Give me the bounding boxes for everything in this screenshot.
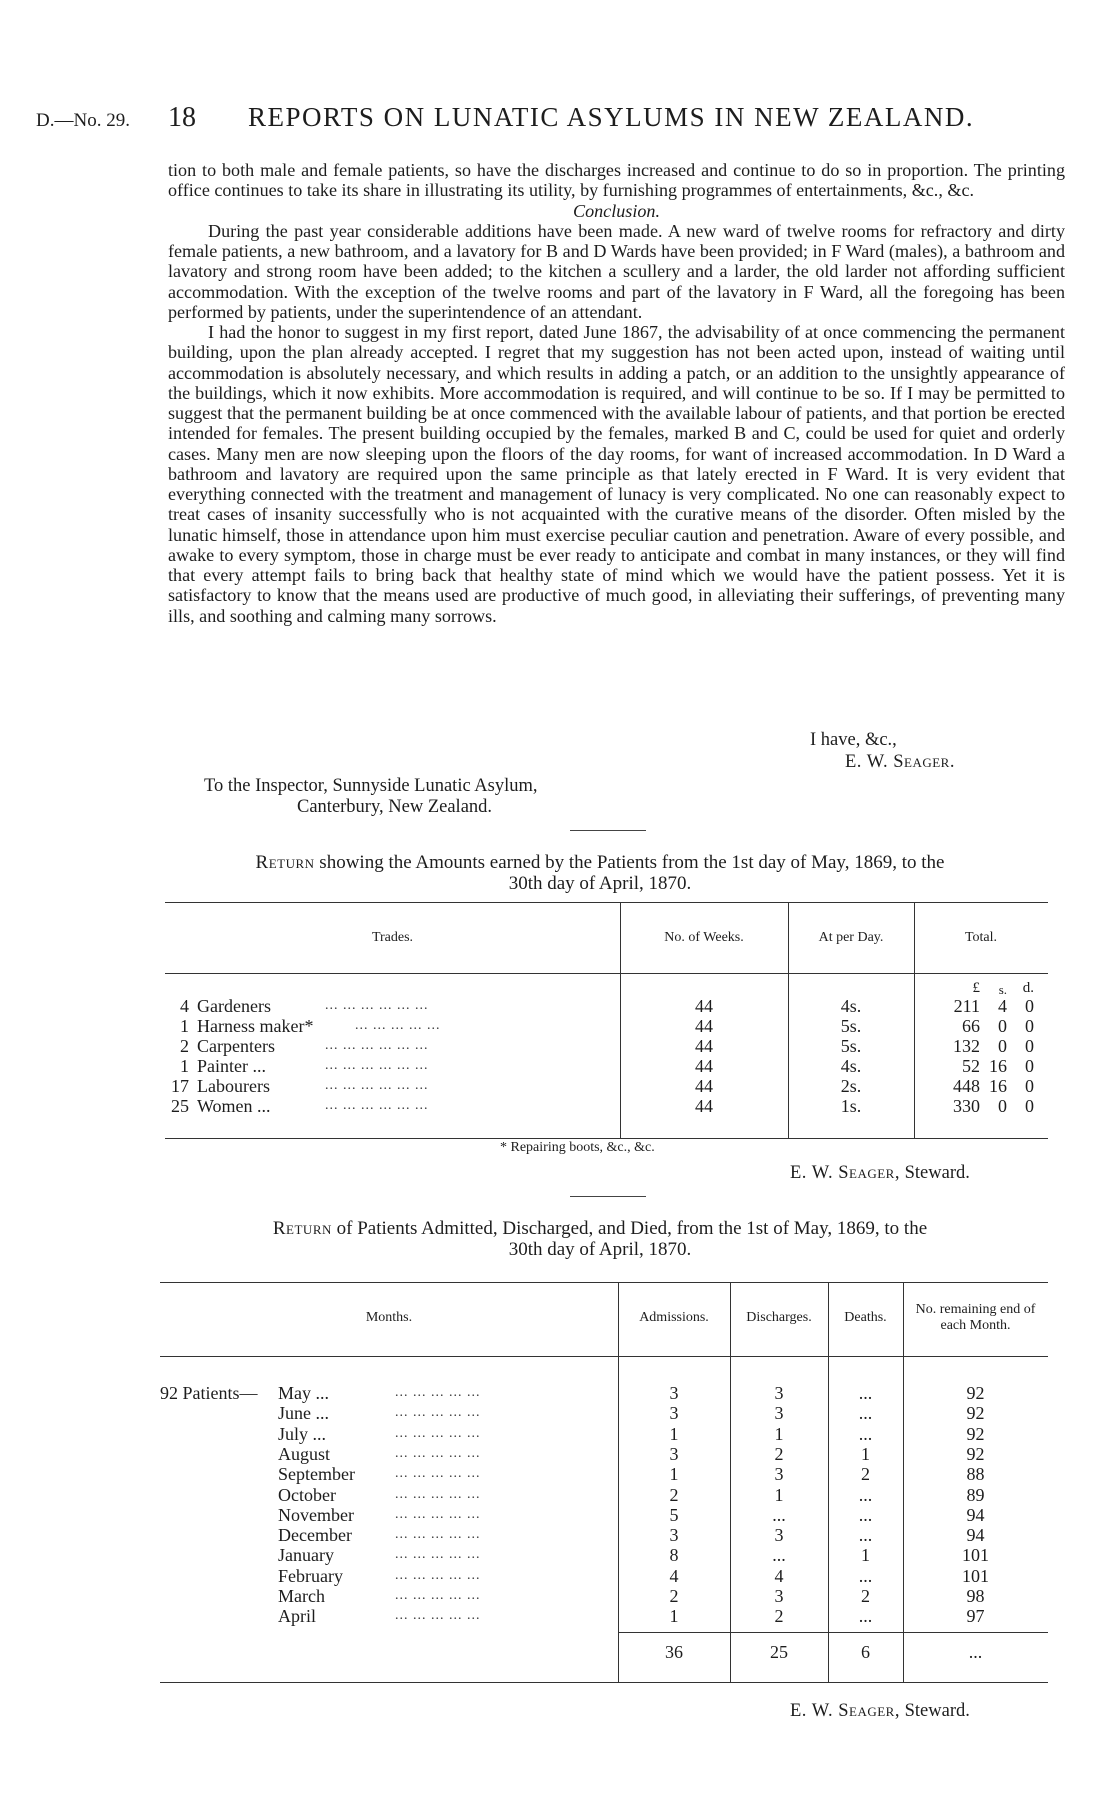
section-divider [570, 830, 646, 831]
row-pounds: 66 [962, 1016, 980, 1036]
dot-leader: ... ... ... ... ... [395, 1446, 481, 1461]
row-month: November [278, 1505, 354, 1525]
row-pence: 0 [1025, 1076, 1034, 1096]
document-reference: D.—No. 29. [36, 110, 130, 131]
row-remaining: 101 [962, 1566, 989, 1586]
header-admissions: Admissions. [639, 1310, 709, 1325]
paragraph-suggestion: I had the honor to suggest in my first report, dated June 1867, the advisability of at once commencing the permanent building, upon the plan already accepted. I regret that my suggestion has not been acted upon, instead of waiting until accommodation is absolutely necessary, and which results in adding a patch, or an addition to the unsightly appearance of the buildings, which it now exhibits. More accommodation is required, and will continue to be so. If I may be permitted to suggest that the permanent building be at once commenced with the available labour of patients, and that portion be erected intended for females. The present building occupied by the females, marked B and C, could be used for quiet and orderly cases. Many men are now sleeping upon the floors of the day rooms, for want of increased accommodation. In D Ward a bathroom and lavatory are required upon the same principle as that lately erected in F Ward. It is very evident that everything connected with the treatment and management of lunacy is very complicated. No one can reasonably expect to treat cases of insanity successfully who is not acquainted with the curative means of the disorder. Often misled by the lunatic himself, those in attendance upon him must exercise peculiar caution and penetration. Aware of every possible, and awake to every symptom, those in charge must be ever ready to anticipate and combat in many instances, or they will find that every attempt fails to bring back that healthy state of mind which we would have the patient possess. Yet it is satisfactory to know that the means used are productive of much good, in alleviating their sufferings, of preventing many ills, and soothing and calming many sorrows. [168, 322, 1065, 626]
dot-leader: ... ... ... ... ... [395, 1568, 481, 1583]
row-pence: 0 [1025, 1016, 1034, 1036]
dot-leader: ... ... ... ... ... ... [325, 1098, 429, 1113]
row-discharges: 3 [774, 1464, 784, 1484]
row-admissions: 1 [669, 1464, 679, 1484]
total-remaining: ... [968, 1642, 983, 1662]
report-body [168, 160, 1065, 626]
dot-leader: ... ... ... ... ... ... [325, 998, 429, 1013]
row-weeks: 44 [695, 1096, 713, 1116]
row-remaining: 94 [966, 1525, 985, 1545]
table2-signature [790, 1701, 970, 1722]
row-month: June ... [278, 1403, 329, 1423]
header-trades: Trades. [371, 930, 414, 945]
row-weeks: 44 [695, 996, 713, 1016]
table-rule [618, 1632, 1048, 1633]
section-heading: Conclusion. [573, 200, 660, 221]
row-remaining: 92 [966, 1444, 985, 1464]
row-month: April [278, 1606, 316, 1626]
dot-leader: ... ... ... ... ... ... [325, 1078, 429, 1093]
row-count: 2 [180, 1036, 189, 1056]
row-discharges: 3 [774, 1525, 784, 1545]
row-deaths: ... [858, 1505, 873, 1525]
row-discharges: 1 [774, 1485, 784, 1505]
row-remaining: 97 [966, 1606, 985, 1626]
dot-leader: ... ... ... ... ... [395, 1466, 481, 1481]
total-discharges: 25 [770, 1642, 788, 1662]
dot-leader: ... ... ... ... ... [395, 1385, 481, 1400]
table1-caption-lead: Return [255, 852, 315, 873]
row-pence: 0 [1025, 996, 1034, 1016]
row-admissions: 1 [669, 1606, 679, 1626]
table2-caption-text: of Patients Admitted, Discharged, and Died, from the 1st of May, 1869, to the [336, 1218, 928, 1239]
row-remaining: 92 [966, 1424, 985, 1444]
signature-name: E. W. Seager, [790, 1701, 900, 1721]
row-month: January [278, 1545, 334, 1565]
row-month: December [278, 1525, 352, 1545]
row-month: July ... [278, 1424, 327, 1444]
dot-leader: ... ... ... ... ... [395, 1405, 481, 1420]
row-weeks: 44 [695, 1036, 713, 1056]
row-rate: 4s. [840, 996, 862, 1016]
header-months: Months. [365, 1310, 413, 1325]
row-pounds: 448 [953, 1076, 980, 1096]
row-deaths: 2 [861, 1586, 870, 1606]
row-discharges: 4 [774, 1566, 784, 1586]
row-shillings: 16 [989, 1056, 1007, 1076]
row-deaths: 2 [861, 1464, 870, 1484]
row-discharges: 3 [774, 1403, 784, 1423]
dot-leader: ... ... ... ... ... ... [325, 1038, 429, 1053]
row-pence: 0 [1025, 1096, 1034, 1116]
row-discharges: 2 [774, 1606, 784, 1626]
signature-role: Steward. [904, 1163, 970, 1183]
row-admissions: 3 [669, 1383, 679, 1403]
money-head-pounds: £ [972, 980, 980, 996]
dot-leader: ... ... ... ... ... [395, 1527, 481, 1542]
row-pence: 0 [1025, 1056, 1034, 1076]
row-deaths: ... [858, 1485, 873, 1505]
row-remaining: 92 [966, 1403, 985, 1423]
table-rule [160, 1282, 1048, 1283]
row-count: 1 [180, 1056, 189, 1076]
row-pounds: 330 [953, 1096, 980, 1116]
table2-caption-lead: Return [272, 1218, 332, 1239]
table1-signature [790, 1163, 970, 1184]
admissions-table [160, 1282, 1048, 1702]
row-rate: 4s. [840, 1056, 862, 1076]
header-total: Total. [964, 930, 998, 945]
row-trade: Harness maker* [197, 1016, 314, 1036]
row-pounds: 132 [953, 1036, 980, 1056]
row-admissions: 2 [669, 1586, 679, 1606]
row-rate: 1s. [840, 1096, 862, 1116]
row-admissions: 1 [669, 1424, 679, 1444]
row-month: October [278, 1485, 336, 1505]
table-rule [165, 1138, 1048, 1139]
table-rule [160, 1356, 1048, 1357]
total-admissions: 36 [665, 1642, 683, 1662]
row-weeks: 44 [695, 1076, 713, 1096]
row-discharges: 3 [774, 1383, 784, 1403]
row-count: 17 [171, 1076, 189, 1096]
row-remaining: 98 [966, 1586, 985, 1606]
row-remaining: 101 [962, 1545, 989, 1565]
row-remaining: 89 [966, 1485, 985, 1505]
row-remaining: 94 [966, 1505, 985, 1525]
row-deaths: ... [858, 1424, 873, 1444]
row-shillings: 0 [998, 1096, 1007, 1116]
table-rule [165, 973, 1048, 974]
row-deaths: ... [858, 1525, 873, 1545]
row-discharges: 1 [774, 1424, 784, 1444]
row-month: May ... [278, 1383, 329, 1403]
header-deaths: Deaths. [844, 1310, 887, 1325]
addressee-line-1: To the Inspector, Sunnyside Lunatic Asylum, [204, 776, 538, 796]
row-admissions: 3 [669, 1525, 679, 1545]
row-deaths: ... [858, 1383, 873, 1403]
paragraph-continuation: tion to both male and female patients, so have the discharges increased and continue to do so in proportion. The printing office continues to take its share in illustrating its utility, by furnishing programmes of entertainments, &c., &c. [168, 160, 1065, 201]
row-month: March [278, 1586, 325, 1606]
row-admissions: 3 [669, 1444, 679, 1464]
row-shillings: 0 [998, 1016, 1007, 1036]
signature-name: E. W. Seager, [790, 1163, 900, 1183]
dot-leader: ... ... ... ... ... [395, 1426, 481, 1441]
row-trade: Gardeners [197, 996, 271, 1016]
row-month: August [278, 1444, 331, 1464]
row-deaths: 1 [861, 1444, 870, 1464]
row-weeks: 44 [695, 1056, 713, 1076]
row-admissions: 5 [669, 1505, 679, 1525]
dot-leader: ... ... ... ... ... [355, 1018, 441, 1033]
total-deaths: 6 [861, 1642, 870, 1662]
header-per-day: At per Day. [818, 930, 884, 945]
table1-caption-text: showing the Amounts earned by the Patients from the 1st day of May, 1869, to the [319, 852, 945, 873]
row-count: 25 [171, 1096, 189, 1116]
row-trade: Labourers [197, 1076, 270, 1096]
money-head-pence: d. [1022, 980, 1034, 996]
row-deaths: 1 [861, 1545, 870, 1565]
row-trade: Painter ... [197, 1056, 266, 1076]
row-month: February [278, 1566, 343, 1586]
row-discharges: ... [772, 1505, 786, 1525]
dot-leader: ... ... ... ... ... [395, 1588, 481, 1603]
table2-caption-line2: 30th day of April, 1870. [508, 1239, 692, 1260]
row-month: September [278, 1464, 355, 1484]
dot-leader: ... ... ... ... ... ... [325, 1058, 429, 1073]
row-pounds: 211 [953, 996, 980, 1016]
letter-signature: E. W. Seager. [845, 752, 955, 772]
row-admissions: 8 [669, 1545, 679, 1565]
row-trade: Carpenters [197, 1036, 275, 1056]
row-rate: 5s. [840, 1036, 862, 1056]
header-remaining: No. remaining end of each Month. [915, 1302, 1036, 1333]
row-shillings: 0 [998, 1036, 1007, 1056]
paragraph-additions: During the past year considerable additions have been made. A new ward of twelve rooms for refractory and dirty female patients, a new bathroom, and a lavatory for B and D Wards have been provided; in F Ward (males), a bathroom and lavatory and strong room have been added; to the kitchen a scullery and a larder, the old larder not affording sufficient accommodation. With the exception of the twelve rooms and part of the lavatory in F Ward, all the foregoing has been performed by patients, under the superintendence of an attendant. [168, 220, 1065, 322]
patients-lead-label: 92 Patients— [160, 1383, 258, 1403]
table-rule [160, 1682, 1048, 1683]
table1-footnote: * Repairing boots, &c., &c. [500, 1140, 655, 1155]
signature-role: Steward. [904, 1701, 970, 1721]
row-deaths: ... [858, 1606, 873, 1626]
table1-caption [160, 852, 1040, 894]
row-admissions: 2 [669, 1485, 679, 1505]
row-pence: 0 [1025, 1036, 1034, 1056]
money-head-shillings: s. [998, 982, 1007, 997]
dot-leader: ... ... ... ... ... [395, 1608, 481, 1623]
row-trade: Women ... [197, 1096, 271, 1116]
row-rate: 2s. [840, 1076, 862, 1096]
dot-leader: ... ... ... ... ... [395, 1487, 481, 1502]
row-discharges: 3 [774, 1586, 784, 1606]
row-shillings: 16 [989, 1076, 1007, 1096]
row-deaths: ... [858, 1566, 873, 1586]
row-admissions: 3 [669, 1403, 679, 1423]
dot-leader: ... ... ... ... ... [395, 1547, 481, 1562]
row-remaining: 92 [966, 1383, 985, 1403]
row-discharges: 2 [774, 1444, 784, 1464]
header-discharges: Discharges. [746, 1310, 812, 1325]
header-weeks: No. of Weeks. [664, 930, 744, 945]
row-weeks: 44 [695, 1016, 713, 1036]
letter-closing: I have, &c., [810, 730, 897, 750]
addressee-line-2: Canterbury, New Zealand. [297, 797, 493, 817]
row-count: 1 [180, 1016, 189, 1036]
page-header [36, 102, 1076, 138]
table1-caption-line2: 30th day of April, 1870. [508, 873, 692, 894]
row-rate: 5s. [840, 1016, 862, 1036]
row-count: 4 [180, 996, 189, 1016]
section-divider [570, 1196, 646, 1197]
table2-caption [160, 1218, 1040, 1260]
page-title: REPORTS ON LUNATIC ASYLUMS IN NEW ZEALAND. [248, 102, 975, 132]
table-rule [165, 902, 1048, 903]
row-shillings: 4 [998, 996, 1007, 1016]
row-admissions: 4 [669, 1566, 679, 1586]
dot-leader: ... ... ... ... ... [395, 1507, 481, 1522]
row-remaining: 88 [966, 1464, 985, 1484]
row-pounds: 52 [962, 1056, 980, 1076]
row-discharges: ... [772, 1545, 786, 1565]
page-number: 18 [168, 102, 196, 133]
row-deaths: ... [858, 1403, 873, 1423]
earnings-table [165, 902, 1048, 1152]
